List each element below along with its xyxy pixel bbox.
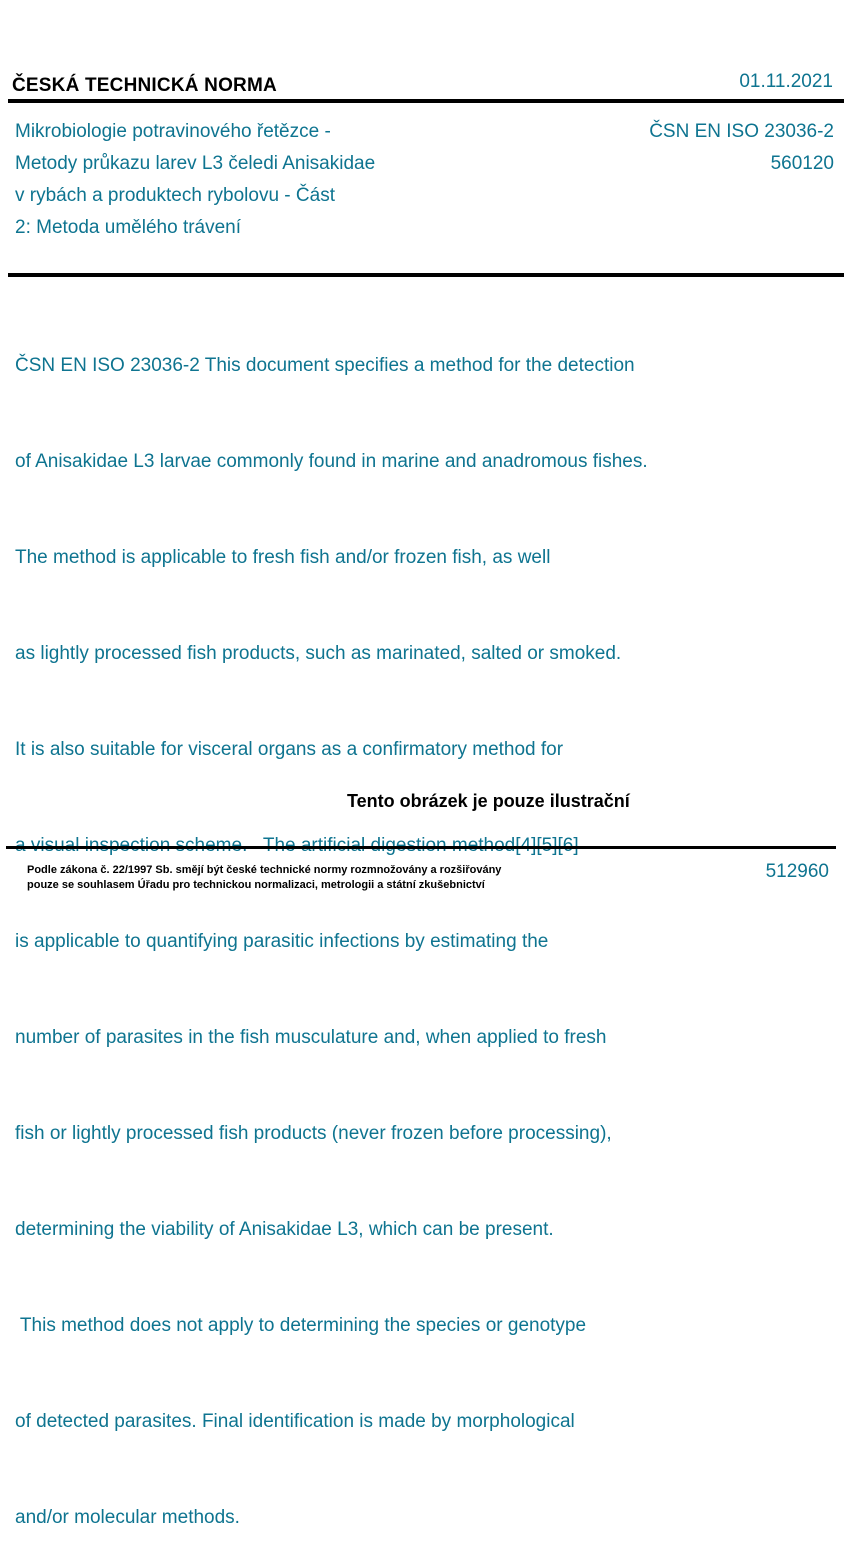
legal-notice <box>27 863 501 893</box>
abstract-line: determining the viability of Anisakidae L3, which can be present. <box>15 1219 554 1240</box>
abstract-line: and/or molecular methods. <box>15 1507 240 1528</box>
abstract-line: This method does not apply to determining the species or genotype <box>15 1315 587 1336</box>
abstract-line: The method is applicable to fresh fish and/or frozen fish, as well <box>15 547 551 568</box>
abstract-line: as lightly processed fish products, such as marinated, salted or smoked. <box>15 643 622 664</box>
abstract-line: fish or lightly processed fish products (never frozen before processing), <box>15 1123 612 1144</box>
issue-date: 01.11.2021 <box>739 71 833 92</box>
classification-code: 560120 <box>770 153 834 174</box>
section-divider <box>8 273 844 277</box>
abstract-line: It is also suitable for visceral organs as a confirmatory method for <box>15 739 564 760</box>
legal-notice-line: pouze se souhlasem Úřadu pro technickou normalizaci, metrologii a státní zkušebnictví <box>27 879 485 891</box>
abstract-line: ČSN EN ISO 23036-2 This document specifies a method for the detection <box>15 355 635 376</box>
standard-codes <box>649 116 834 180</box>
standard-title-line: Mikrobiologie potravinového řetězce - <box>15 121 331 142</box>
abstract-line: of Anisakidae L3 larvae commonly found in marine and anadromous fishes. <box>15 451 648 472</box>
footer-divider <box>6 846 836 849</box>
standard-title-line: v rybách a produktech rybolovu - Část <box>15 185 335 206</box>
document-header-title: ČESKÁ TECHNICKÁ NORMA <box>12 75 277 96</box>
abstract-line: is applicable to quantifying parasitic infections by estimating the <box>15 931 549 952</box>
standard-designation: ČSN EN ISO 23036-2 <box>649 121 834 142</box>
standard-title-line: Metody průkazu larev L3 čeledi Anisakidae <box>15 153 376 174</box>
standard-title <box>15 116 375 244</box>
illustration-note: Tento obrázek je pouze ilustrační <box>347 791 630 811</box>
standard-title-line: 2: Metoda umělého trávení <box>15 217 242 238</box>
abstract-text <box>15 286 648 1566</box>
header-divider <box>8 99 844 103</box>
catalog-number: 512960 <box>765 861 829 882</box>
abstract-line: of detected parasites. Final identification is made by morphological <box>15 1411 575 1432</box>
legal-notice-line: Podle zákona č. 22/1997 Sb. smějí být české technické normy rozmnožovány a rozšiřovány <box>27 864 502 876</box>
abstract-line: number of parasites in the fish musculature and, when applied to fresh <box>15 1027 607 1048</box>
